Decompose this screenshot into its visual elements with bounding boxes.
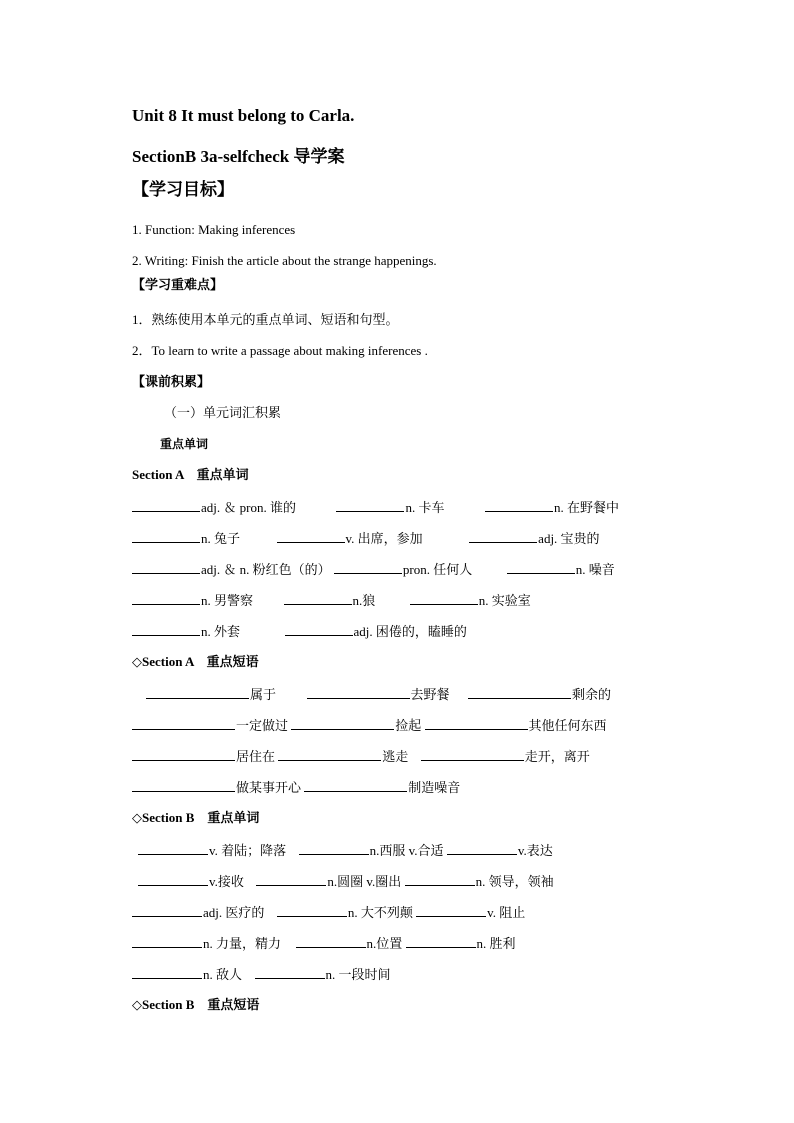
answer-blank[interactable] xyxy=(132,591,200,605)
answer-blank[interactable] xyxy=(291,716,394,730)
answer-blank[interactable] xyxy=(296,934,366,948)
word-hint: v.接收 xyxy=(209,874,244,889)
key-points-heading: 【学习重难点】 xyxy=(132,277,224,292)
answer-blank[interactable] xyxy=(334,560,402,574)
page-subtitle: SectionB 3a-selfcheck 导学案 xyxy=(132,147,345,166)
key-point-item: 1．熟练使用本单元的重点单词、短语和句型。 xyxy=(132,312,399,327)
word-row xyxy=(132,934,516,953)
word-hint: adj. 困倦的，瞌睡的 xyxy=(353,624,467,639)
phrase-hint: 去野餐 xyxy=(410,687,450,702)
answer-blank[interactable] xyxy=(132,903,202,917)
preview-heading: 【课前积累】 xyxy=(132,374,211,389)
phrase-hint: 逃走 xyxy=(382,749,409,764)
word-hint: n. 外套 xyxy=(201,624,241,639)
phrase-hint: 制造噪音 xyxy=(408,780,461,795)
word-hint: n. 一段时间 xyxy=(325,967,391,982)
phrase-row xyxy=(146,685,611,704)
answer-blank[interactable] xyxy=(146,685,249,699)
answer-blank[interactable] xyxy=(416,903,486,917)
phrase-hint: 居住在 xyxy=(236,749,276,764)
word-hint: n. 男警察 xyxy=(201,593,254,608)
section-a-phrases-heading: ◇Section A 重点短语 xyxy=(132,654,259,669)
answer-blank[interactable] xyxy=(299,841,369,855)
word-row xyxy=(132,591,531,610)
section-a-words-heading: Section A 重点单词 xyxy=(132,467,249,482)
answer-blank[interactable] xyxy=(468,685,571,699)
vocab-subheading: （一）单元词汇积累 xyxy=(164,405,282,420)
page-title: Unit 8 It must belong to Carla. xyxy=(132,106,355,125)
answer-blank[interactable] xyxy=(255,965,325,979)
answer-blank[interactable] xyxy=(132,560,200,574)
answer-blank[interactable] xyxy=(425,716,528,730)
answer-blank[interactable] xyxy=(132,529,200,543)
answer-blank[interactable] xyxy=(447,841,517,855)
key-words-subheading: 重点单词 xyxy=(160,437,209,451)
answer-blank[interactable] xyxy=(132,778,235,792)
word-row xyxy=(132,965,391,984)
answer-blank[interactable] xyxy=(132,747,235,761)
word-hint: n. 卡车 xyxy=(405,500,445,515)
word-row xyxy=(138,872,554,891)
word-hint: adj. 宝贵的 xyxy=(538,531,600,546)
phrase-hint: 属于 xyxy=(250,687,277,702)
phrase-hint: 其他任何东西 xyxy=(528,718,607,733)
answer-blank[interactable] xyxy=(469,529,537,543)
word-hint: n. 力量，精力 xyxy=(203,936,282,951)
word-hint: pron. 任何人 xyxy=(402,562,473,577)
word-hint: n.位置 xyxy=(366,936,403,951)
word-hint: n. 大不列颠 xyxy=(347,905,413,920)
word-hint: n. 领导，领袖 xyxy=(475,874,554,889)
word-hint: adj. 医疗的 xyxy=(203,905,265,920)
word-row xyxy=(132,498,619,517)
answer-blank[interactable] xyxy=(138,841,208,855)
phrase-hint: 一定做过 xyxy=(236,718,289,733)
word-hint: n. 实验室 xyxy=(478,593,531,608)
phrase-row xyxy=(132,716,607,735)
answer-blank[interactable] xyxy=(138,872,208,886)
word-hint: adj. ＆ pron. 谁的 xyxy=(201,500,296,515)
section-b-words-heading: ◇Section B 重点单词 xyxy=(132,810,260,825)
answer-blank[interactable] xyxy=(132,716,235,730)
answer-blank[interactable] xyxy=(410,591,478,605)
answer-blank[interactable] xyxy=(278,747,381,761)
word-row xyxy=(132,903,525,922)
answer-blank[interactable] xyxy=(277,903,347,917)
answer-blank[interactable] xyxy=(132,498,200,512)
word-row xyxy=(132,560,615,579)
word-hint: v. 阻止 xyxy=(487,905,526,920)
phrase-row xyxy=(132,747,590,766)
word-hint: v.表达 xyxy=(517,843,553,858)
word-hint: v. 出席，参加 xyxy=(345,531,423,546)
phrase-hint: 剩余的 xyxy=(572,687,612,702)
word-hint: n.圆圈 v.圈出 xyxy=(327,874,402,889)
key-point-item: 2．To learn to write a passage about making inferences . xyxy=(132,343,428,358)
answer-blank[interactable] xyxy=(405,872,475,886)
answer-blank[interactable] xyxy=(507,560,575,574)
answer-blank[interactable] xyxy=(277,529,345,543)
answer-blank[interactable] xyxy=(285,622,353,636)
phrase-hint: 捡起 xyxy=(395,718,422,733)
phrase-hint: 做某事开心 xyxy=(236,780,302,795)
word-hint: adj. ＆ n. 粉红色（的） xyxy=(201,562,331,577)
word-hint: n. 兔子 xyxy=(201,531,241,546)
section-b-phrases-heading: ◇Section B 重点短语 xyxy=(132,997,260,1012)
phrase-hint: 走开，离开 xyxy=(524,749,590,764)
word-row xyxy=(138,841,553,860)
word-hint: n.狼 xyxy=(352,593,376,608)
answer-blank[interactable] xyxy=(336,498,404,512)
phrase-row xyxy=(132,778,460,797)
answer-blank[interactable] xyxy=(421,747,524,761)
answer-blank[interactable] xyxy=(132,965,202,979)
objective-item: 1. Function: Making inferences xyxy=(132,222,296,237)
answer-blank[interactable] xyxy=(132,622,200,636)
answer-blank[interactable] xyxy=(307,685,410,699)
objectives-heading: 【学习目标】 xyxy=(132,180,234,199)
answer-blank[interactable] xyxy=(485,498,553,512)
word-row xyxy=(132,622,467,641)
answer-blank[interactable] xyxy=(256,872,326,886)
word-hint: n. 胜利 xyxy=(476,936,516,951)
word-hint: n.西服 v.合适 xyxy=(369,843,444,858)
answer-blank[interactable] xyxy=(284,591,352,605)
word-hint: n. 噪音 xyxy=(575,562,615,577)
word-row xyxy=(132,529,600,548)
word-hint: n. 在野餐中 xyxy=(553,500,619,515)
word-hint: v. 着陆；降落 xyxy=(209,843,287,858)
answer-blank[interactable] xyxy=(132,934,202,948)
word-hint: n. 敌人 xyxy=(203,967,243,982)
answer-blank[interactable] xyxy=(406,934,476,948)
objective-item: 2. Writing: Finish the article about the strange happenings. xyxy=(132,253,437,268)
answer-blank[interactable] xyxy=(304,778,407,792)
